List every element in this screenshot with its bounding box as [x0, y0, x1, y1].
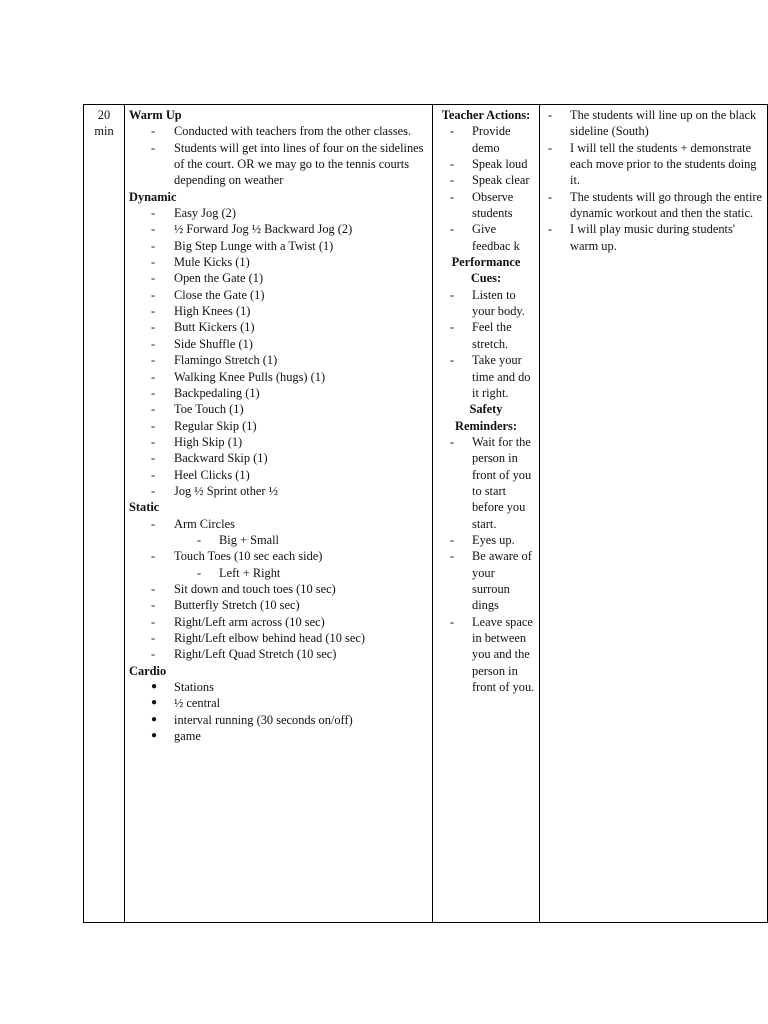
list-item: - Mule Kicks (1)	[129, 254, 428, 270]
list-item: - High Skip (1)	[129, 434, 428, 450]
list-item: - The students will line up on the black sideline (South)	[544, 107, 763, 140]
list-item: - Touch Toes (10 sec each side)	[129, 548, 428, 564]
list-item: - Toe Touch (1)	[129, 401, 428, 417]
teacher-actions-list	[437, 123, 535, 254]
list-item: - Side Shuffle (1)	[129, 336, 428, 352]
performance-cues-list	[437, 287, 535, 401]
list-item: - Heel Clicks (1)	[129, 467, 428, 483]
lesson-plan-table	[83, 104, 768, 923]
activity-cell	[125, 105, 433, 923]
list-item: - Take your time and do it right.	[437, 352, 535, 401]
list-item: - Arm Circles	[129, 516, 428, 532]
list-subitem: - Left + Right	[129, 565, 428, 581]
time-unit: min	[94, 124, 114, 139]
dynamic-list	[129, 205, 428, 499]
safety-reminders-title: Safety Reminders:	[455, 402, 517, 433]
list-item: - Flamingo Stretch (1)	[129, 352, 428, 368]
list-item: - Speak clear	[437, 172, 535, 188]
lesson-row	[84, 105, 768, 923]
list-item: ● Stations	[129, 679, 428, 695]
list-item: - Big Step Lunge with a Twist (1)	[129, 238, 428, 254]
list-item: - Speak loud	[437, 156, 535, 172]
notes-list	[544, 107, 763, 254]
list-item: - The students will go through the entire dynamic workout and then the static.	[544, 189, 763, 222]
list-item: - Backpedaling (1)	[129, 385, 428, 401]
list-item: - Leave space in between you and the person in front of you.	[437, 614, 535, 696]
list-item: - Provide demo	[437, 123, 535, 156]
list-item: ● ½ central	[129, 695, 428, 711]
list-item: - Wait for the person in front of you to start before you start.	[437, 434, 535, 532]
list-item: - Be aware of your surroun dings	[437, 548, 535, 613]
list-item: - Right/Left elbow behind head (10 sec)	[129, 630, 428, 646]
notes-cell	[540, 105, 768, 923]
list-item: - Conducted with teachers from the other classes.	[129, 123, 428, 139]
performance-cues-title: Performance Cues:	[451, 255, 521, 286]
list-item: - Listen to your body.	[437, 287, 535, 320]
list-item: - Regular Skip (1)	[129, 418, 428, 434]
teacher-actions-title: Teacher Actions:	[441, 108, 531, 122]
list-item: - Feel the stretch.	[437, 319, 535, 352]
dynamic-title: Dynamic	[129, 189, 177, 204]
list-item: - Right/Left Quad Stretch (10 sec)	[129, 646, 428, 662]
warmup-list	[129, 123, 428, 188]
safety-reminders-list	[437, 434, 535, 696]
list-item: - Butterfly Stretch (10 sec)	[129, 597, 428, 613]
list-item: - Backward Skip (1)	[129, 450, 428, 466]
time-cell	[84, 105, 125, 923]
list-item: - Open the Gate (1)	[129, 270, 428, 286]
list-item: ● interval running (30 seconds on/off)	[129, 712, 428, 728]
list-item: - Butt Kickers (1)	[129, 319, 428, 335]
cardio-title: Cardio	[129, 663, 167, 678]
list-item: ● game	[129, 728, 428, 744]
list-item: - Easy Jog (2)	[129, 205, 428, 221]
static-title: Static	[129, 500, 160, 515]
list-item: - Close the Gate (1)	[129, 287, 428, 303]
list-item: - Jog ½ Sprint other ½	[129, 483, 428, 499]
list-item: - Give feedbac k	[437, 221, 535, 254]
list-item: - Observe students	[437, 189, 535, 222]
teacher-cell	[433, 105, 540, 923]
list-item: - Walking Knee Pulls (hugs) (1)	[129, 369, 428, 385]
cardio-list	[129, 679, 428, 744]
list-item: - Students will get into lines of four on the sidelines of the court. OR we may go to the tennis courts depending on weather	[129, 140, 428, 189]
list-item: - High Knees (1)	[129, 303, 428, 319]
list-item: - ½ Forward Jog ½ Backward Jog (2)	[129, 221, 428, 237]
warmup-title: Warm Up	[129, 108, 182, 122]
list-item: - Sit down and touch toes (10 sec)	[129, 581, 428, 597]
list-subitem: - Big + Small	[129, 532, 428, 548]
list-item: - I will tell the students + demonstrate each move prior to the students doing it.	[544, 140, 763, 189]
static-list	[129, 516, 428, 663]
time-value: 20	[97, 108, 111, 122]
list-item: - Eyes up.	[437, 532, 535, 548]
list-item: - I will play music during students' warm up.	[544, 221, 763, 254]
list-item: - Right/Left arm across (10 sec)	[129, 614, 428, 630]
